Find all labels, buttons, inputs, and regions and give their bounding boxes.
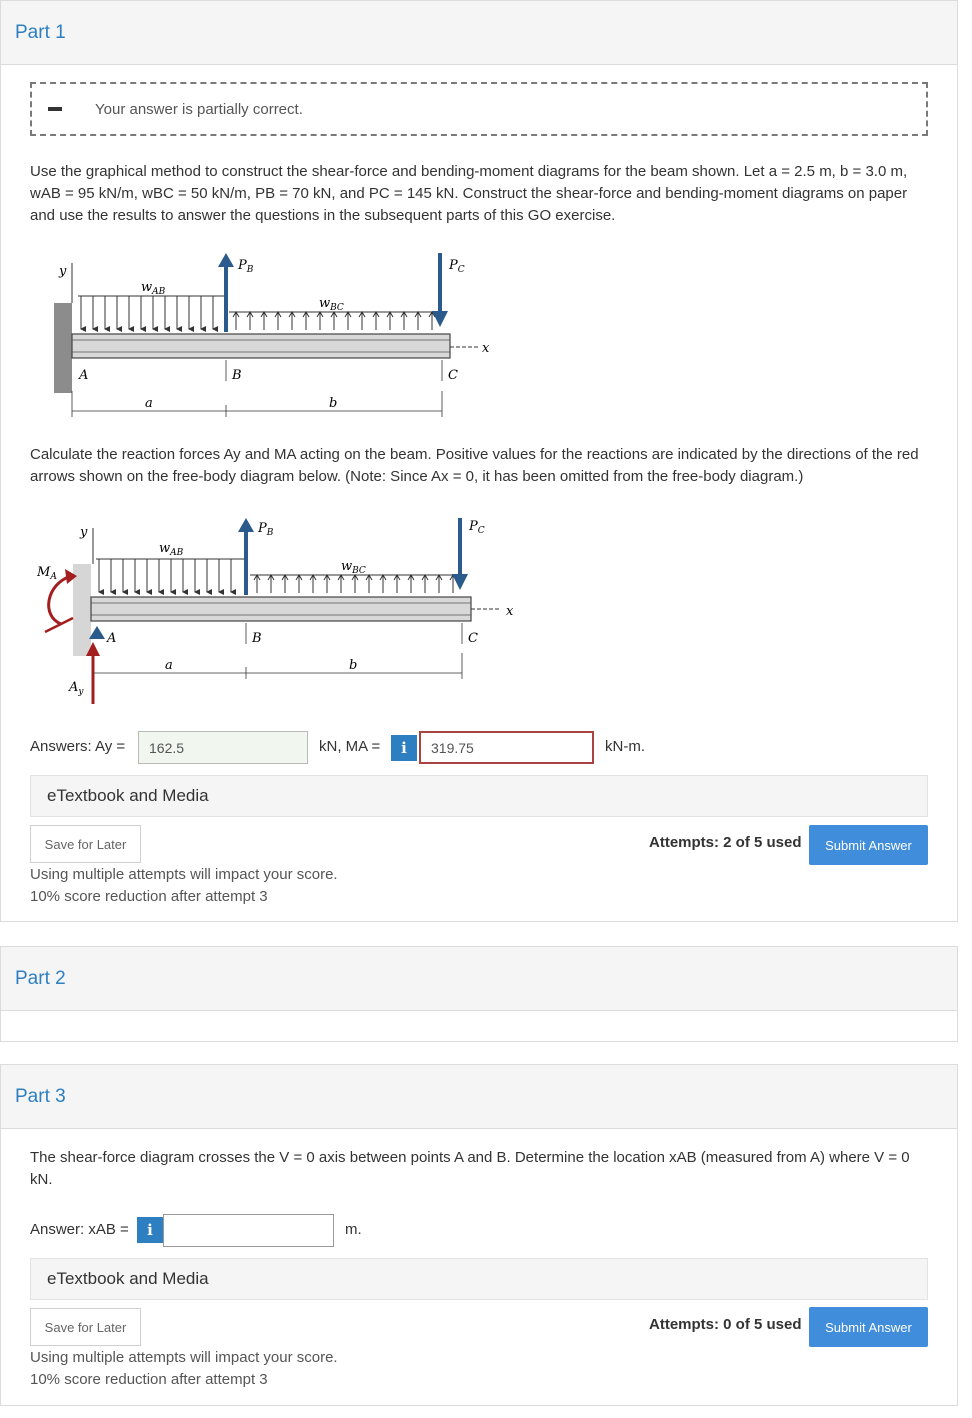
fbd-load-wab-arrows [99,559,231,592]
score-reduction-note: 10% score reduction after attempt 3 [30,888,268,905]
fbd-point-c-label: C [468,631,478,646]
dim-a-label: a [145,396,153,411]
beam [72,334,450,358]
save-for-later-button[interactable]: Save for Later [30,825,141,863]
part2-title: Part 2 [15,967,66,989]
force-pc-label: $P_C$ [449,258,465,275]
xab-unit: m. [345,1221,362,1238]
fbd-support-ghost [73,564,91,656]
load-wab-label: $w_{AB}$ [141,280,166,297]
fbd-force-pc-label: $P_C$ [469,519,485,536]
x-axis-label: x [482,341,490,356]
partial-icon [48,107,62,111]
free-body-diagram [31,506,521,711]
fbd-load-wbc-label: $w_{BC}$ [341,559,366,576]
fbd-dim-a-label: a [165,658,173,673]
fixed-support [54,303,72,393]
beam-figure-1 [41,241,521,431]
xab-input[interactable] [163,1214,334,1247]
fbd-force-pb-label: $P_B$ [258,521,274,538]
part3-question: The shear-force diagram crosses the V = 0 axis between points A and B. Determine the location xAB (measured from A) where V = 0 kN. [30,1149,910,1188]
attempts-note: Using multiple attempts will impact your score. [30,1349,338,1366]
ma-label: kN, MA = [319,738,381,755]
xab-label: Answer: xAB = [30,1221,129,1238]
info-icon[interactable]: i [137,1217,163,1243]
y-axis-label: y [59,264,67,279]
load-wbc-arrows [233,312,435,330]
attempts-counter: Attempts: 0 of 5 used [649,1316,802,1333]
partial-correct-banner [30,82,928,136]
attempts-note: Using multiple attempts will impact your score. [30,866,338,883]
part1-title: Part 1 [15,21,66,43]
fbd-load-wbc-arrows [254,575,456,593]
fbd-dim-b-label: b [349,658,358,673]
attempts-counter: Attempts: 2 of 5 used [649,834,802,851]
point-b-label: B [232,368,242,383]
part3-title: Part 3 [15,1085,66,1107]
load-wbc-label: $w_{BC}$ [319,296,344,313]
reaction-ay-label: $A_y$ [69,680,84,697]
etextbook-media[interactable]: eTextbook and Media [30,775,928,817]
part3-card [0,1064,958,1406]
partial-status-text: Your answer is partially correct. [95,100,303,118]
load-wab-arrows [81,296,213,329]
force-pb-label: $P_B$ [238,258,254,275]
submit-answer-button[interactable]: Submit Answer [809,1307,928,1347]
problem-intro: Use the graphical method to construct the shear-force and bending-moment diagrams for the beam shown. Let a = 2.5 m, b = 3.0 m, wAB = 95 kN/m, wBC = 50 kN/m, PB = 70 kN, and PC = 145 kN. Construct the shear-force and bending-moment diagrams on paper and use the results to answer the questions in the subsequent parts of this GO exercise. [30,163,908,224]
part1-header[interactable] [1,1,957,65]
answers-ay-label: Answers: Ay = [30,738,126,755]
fbd-beam [91,597,471,621]
fbd-point-a-label: A [107,631,117,646]
dim-b-label: b [329,396,338,411]
ma-input[interactable]: 319.75 [419,731,594,764]
part3-header[interactable] [1,1065,957,1129]
save-for-later-button[interactable]: Save for Later [30,1308,141,1346]
part2-header[interactable] [1,947,957,1011]
fbd-point-b-label: B [252,631,262,646]
ma-unit: kN-m. [605,738,645,755]
score-reduction-note: 10% score reduction after attempt 3 [30,1371,268,1388]
etextbook-media[interactable]: eTextbook and Media [30,1258,928,1300]
point-a-label: A [79,368,89,383]
point-c-label: C [448,368,458,383]
fbd-load-wab-label: $w_{AB}$ [159,541,184,558]
part2-card [0,946,958,1042]
reaction-question: Calculate the reaction forces Ay and MA acting on the beam. Positive values for the reactions are indicated by the directions of the red arrows shown on the free-body diagram below. (Note: Since Ax = 0, it has been omitted from the free-body diagram.) [30,446,919,485]
submit-answer-button[interactable]: Submit Answer [809,825,928,865]
ay-input[interactable]: 162.5 [138,731,308,764]
fbd-x-axis-label: x [506,604,514,619]
fbd-y-axis-label: y [80,525,88,540]
info-icon[interactable]: i [391,735,417,761]
reaction-ma-label: $M_A$ [37,565,57,582]
